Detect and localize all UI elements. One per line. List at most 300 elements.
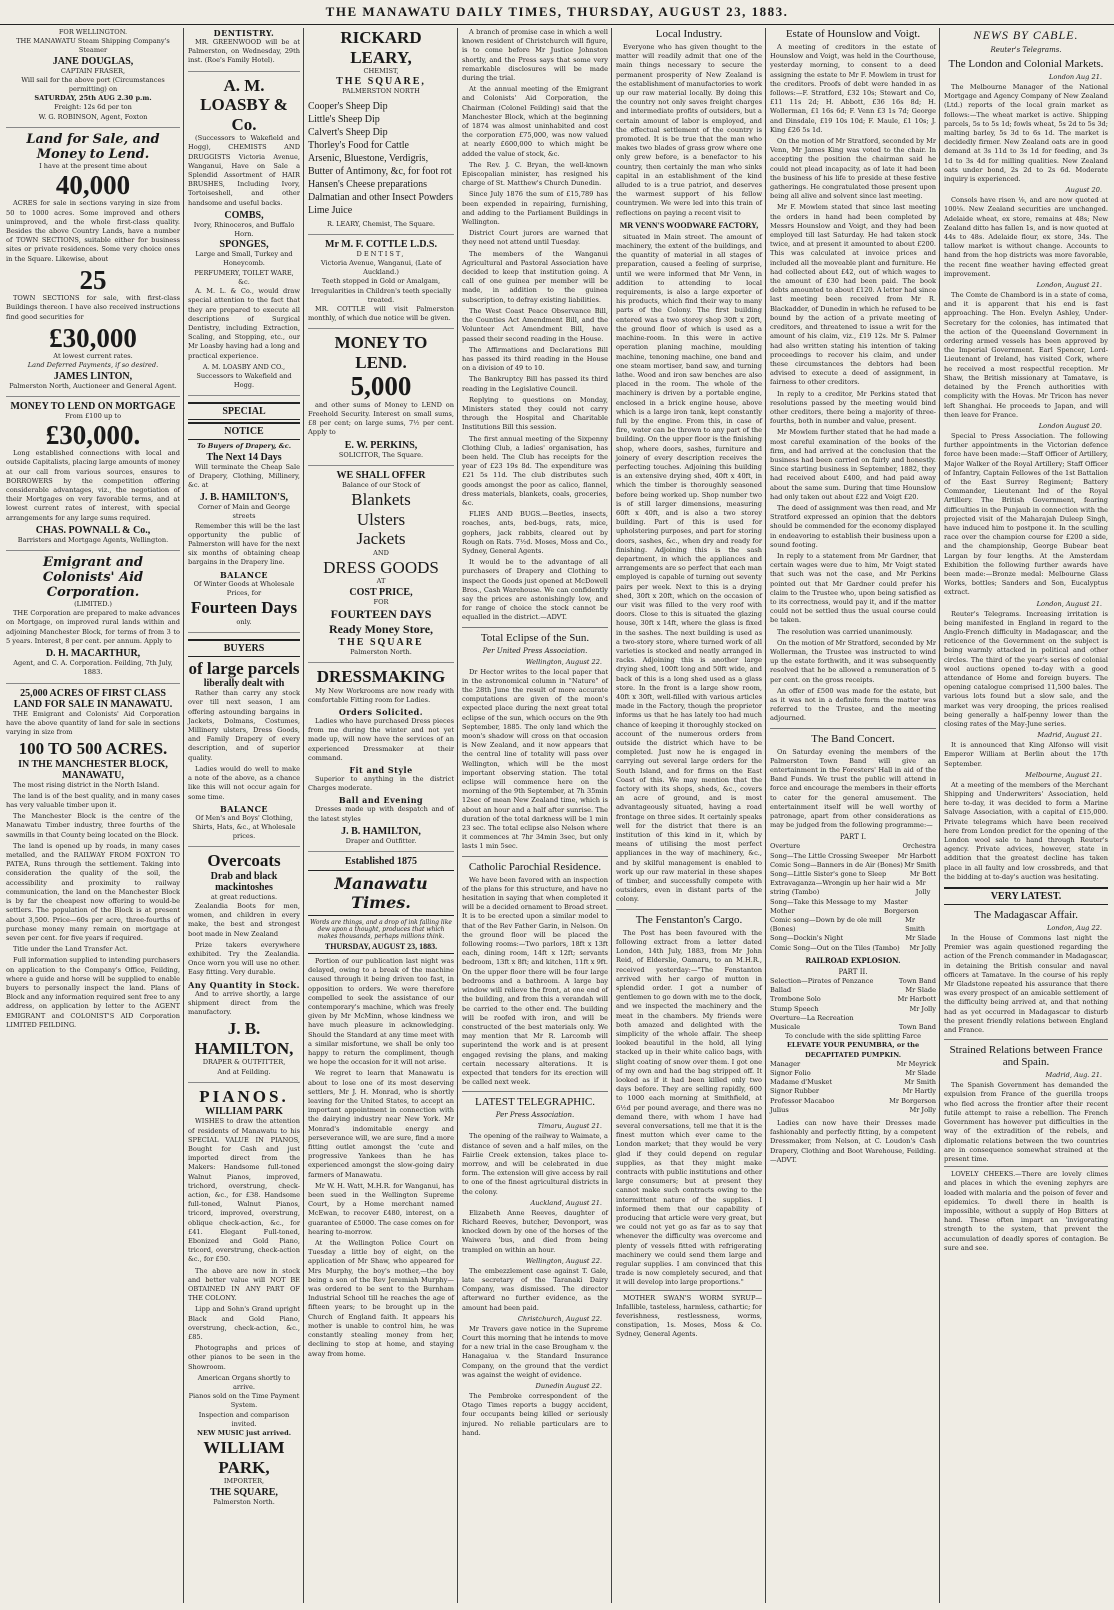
- column-7: [942, 28, 1110, 1603]
- stock-offer-advertisement: [308, 465, 454, 657]
- product-item: Calvert's Sheep Dip: [308, 126, 388, 138]
- programme-performer: Mr Bott: [909, 870, 936, 879]
- ad-line: FOR: [373, 597, 389, 606]
- programme-row: [770, 1005, 936, 1014]
- article-body: The Spanish Government has demanded the expulsion from France of the guerilla troops who fled across the frontier after their recent futile attempt to raise a rebellion. The French Government has however put difficulties in the way of the extradition of the rebels, and diplomatic relations between the two countries are in consequence somewhat strained at the present time.: [944, 1081, 1108, 1163]
- dentistry-advertisement: [188, 28, 300, 66]
- programme-row: [770, 842, 936, 851]
- column-2: [186, 28, 302, 1603]
- money-mortgage-advertisement: [6, 396, 180, 545]
- article-body: Dr Hector writes to the local paper that in the astronomical column in "Nature" of the 28th June the result of more accurate computations are given of the moon's expected place during the next great total eclipse of the sun, which occurs on the 9th September, 1885. The only land which the moon's shadow will cross on that occasion is New Zealand, and it now appears that the central line of totality will pass over Wellington, which will be the most important observing station. The total eclipse will commence here on the morning of the 9th September, at 7h 35min 12sec of mean New Zealand time, which is about an hour and a half after sunrise. The duration of the total darkness will be 1 min 23 sec. The total eclipse also Nelson where it commences at 7hr 34min 3sec, but only lasts 1 min 5sec.: [462, 667, 608, 851]
- programme-item: Song—The Little Crossing Sweeper: [770, 851, 889, 860]
- column-rule: [765, 28, 766, 1603]
- ad-line: American Organs shortly to arrive.: [197, 1373, 291, 1392]
- ad-headline: Fourteen Days: [190, 597, 298, 617]
- ad-line: Will sail for the above port (Circumstances permitting) on: [21, 75, 165, 94]
- ad-line: IMPORTER,: [223, 1477, 265, 1486]
- programme-performer: Mr Jolly: [915, 879, 931, 897]
- ad-paragraph: Title under the Land Transfer Act.: [13, 945, 128, 954]
- ad-body: Zealandia Boots for men, women, and children in every make, the best and strongest boot made in New Zealand: [188, 902, 300, 938]
- ad-body: MR. COTTLE will visit Palmerston monthly, of which due notice will be given.: [308, 304, 454, 323]
- product-item: Cooper's Sheep Dip: [308, 100, 388, 112]
- ad-paragraph: The land is of the best quality, and in many cases has very valuable timber upon it.: [6, 791, 180, 810]
- column-rule: [303, 28, 304, 1603]
- buyers-advertisement: [188, 632, 300, 842]
- money-to-lend-advertisement: [308, 328, 454, 459]
- news-paragraph: The Bankruptcy Bill has passed its third reading in the Legislative Council.: [462, 375, 608, 393]
- programme-performer: Mr Meyrick: [896, 1059, 936, 1068]
- ad-body: MR. GREENWOOD will be at Palmerston, on Wednesday, 29th inst. (Roe's Family Hotel).: [188, 38, 300, 65]
- ad-line: W. G. ROBINSON, Agent, Foxton: [38, 112, 148, 121]
- article-headline: LATEST TELEGRAPHIC.: [462, 1091, 608, 1108]
- column-rule: [183, 28, 184, 1603]
- ad-line: NEW MUSIC just arrived.: [196, 1429, 292, 1438]
- ad-headline: Overcoats: [207, 851, 281, 871]
- cable-dateline: Melbourne, August 21.: [1025, 770, 1102, 779]
- cable-body: Reuter's Telegrams. Increasing irritation is being manifested in England in regard to the Anglo-French difficulty in Madagascar, and the reticence of the Government on the subject is being warmly attacked in political and other circles. The third of the year's series of colonial wool auctions opened to-day with a good attendance of Home and foreign buyers. The opening catalogue comprised 11,500 bales. The various lots found but a slow sale, and the market was very drooping, the prices realised being generally a half-penny lower than the closing rates of the May-June series.: [944, 609, 1108, 728]
- ad-body: Superior to anything in the district Charges moderate.: [308, 774, 454, 793]
- programme-row: [770, 944, 936, 953]
- programme-part-1: [770, 842, 936, 952]
- product-item: Little's Sheep Dip: [308, 113, 380, 125]
- leary-chemist-advertisement: [308, 28, 454, 229]
- news-paragraph: The West Coast Peace Observance Bill, the Counties Act Amendment Bill, and the Volunteer Act Amendment Bill, have passed their second reading in the House.: [462, 306, 608, 343]
- offer-item: Blankets: [351, 489, 411, 509]
- ad-line: PERFUMERY, TOILET WARE, &c.: [194, 268, 294, 286]
- programme-performer: Mr Jolly: [909, 1105, 936, 1114]
- ad-line: Palmerston North.: [350, 647, 412, 656]
- article-headline: The London and Colonial Markets.: [948, 58, 1104, 70]
- advertisement-paragraph: Ladies can now have their Dresses made fashionably and perfectly fitting, by a competent Dressmaker, from Nelson, at C. Loudon's Cash Drapery, Clothing and Boot Warehouse, Feilding.—ADVT.: [770, 1118, 936, 1164]
- programme-note: To conclude with the side splitting Farce: [784, 1032, 922, 1041]
- advertisement-paragraph: MOTHER SWAN'S WORM SYRUP—Infallible, tasteless, harmless, cathartic; for feverishness, restlessness, worms, constipation, 1s. Moses, Moss & Co. Sydney, General Agents.: [616, 1290, 762, 1340]
- programme-item: Comic Song—Banners in de Air (Bones): [770, 860, 903, 869]
- offer-item: Jackets: [356, 529, 406, 549]
- overcoats-advertisement: [188, 846, 300, 1076]
- programme-item: Selection—Pirates of Penzance: [770, 976, 874, 985]
- telegram-body: The embezzlement case against T. Gale, late secretary of the Taranaki Dairy Company, was dismissed. The director afterward no further evidence, as the amount had been paid.: [462, 1266, 608, 1312]
- programme-item: Song—Take this Message to my Mother: [770, 897, 877, 915]
- news-paragraph: A branch of promise case in which a well known resident of Christchurch will figure, is to come before Mr Justice Johnston shortly, and the Press says that some very remarkable disclosures will be made during the trial.: [462, 28, 608, 83]
- cable-body: At a meeting of the members of the Merchant Shipping and Underwriters' Association, held here to-day, it was decided to form a Marine Salvage Association, with a capital of £15,000. Private telegrams which have been received here from London predict for the opening of the London wool sale to hand through Reuter's agency. Private advices, however, state in addition that the greatest decline has taken place in all faulty and low crossbreds, and that the bidding at to-day's auction was hesitating.: [944, 780, 1108, 881]
- cable-body: Consols have risen ⅛, and are now quoted at 100⅛. New Zealand securities are unchanged. Adelaide wheat, ex store, remains at 48s; New Zealand ditto has fallen 1s, and is now quoted at 44s to 48s. Adelaide flour, ex store, 34s. The tallow market is without change. Accounts to hand from the hop districts was more favorable, the recent fine weather having effected great improvement.: [944, 196, 1108, 278]
- ad-paragraph: Full information supplied to intending purchasers on application to the Company's Office, Feilding, where a guide and horse will be supplied to enable buyers to personally inspect the land. Plans of Block and any information required sent free to any address, on application by letter to the AGENT EMIGRANT and COLONIST'S AID Corporation LIMITED FEILDING.: [6, 956, 180, 1029]
- ad-title: NOTICE: [188, 422, 300, 440]
- article-dateline: Wellington, August 22.: [525, 657, 602, 666]
- ad-line: Corner of Main and George streets: [197, 503, 291, 521]
- programme-row: [770, 986, 936, 995]
- ad-title: BUYERS: [188, 639, 300, 657]
- pianos-advertisement: [188, 1082, 300, 1507]
- ad-subhead: THE SQUARE,: [336, 76, 426, 88]
- established-line: Established 1875: [345, 855, 417, 867]
- farce-title: ELEVATE YOUR PENUMBRA, or the DECAPITATED PUMPKIN.: [786, 1041, 920, 1059]
- ad-body: Will terminate the Cheap Sale of Drapery, Clothing, Millinery, &c. at: [188, 462, 300, 489]
- ad-subhead: COST PRICE,: [349, 586, 413, 598]
- programme-row: [770, 870, 936, 879]
- ad-line: And at Feilding.: [217, 1067, 271, 1076]
- ad-subhead: Any Quantity in Stock.: [188, 979, 300, 990]
- programme-item: Manager: [770, 1059, 801, 1068]
- section-title: VERY LATEST.: [944, 887, 1108, 905]
- advertiser-name: J. B. HAMILTON'S,: [199, 492, 289, 504]
- news-paragraph: Replying to questions on Monday, Ministers stated they could not carry through the Hospital and Charitable Institutions Bill this session.: [462, 395, 608, 432]
- ad-line: Of Winter Goods at Wholesale Prices, for: [193, 579, 295, 597]
- article-subhead: MR VENN'S WOODWARE FACTORY,: [619, 220, 759, 230]
- cable-body: The Comte de Chambord is in a state of coma, and it is apparent that his end is fast approaching. The Hon. Evelyn Ashley, Under-Secretary for the colonies, has intimated that the action of the Queensland Government in ordering armed vessels has been approved by the Imperial Government. Earl Spencer, Lord-Lieutenant of Ireland, has visited Cork, where he received a most respectful reception. Mr Shaw, the British missionary at Tamatave, is detained by the French authorities with complicity with the Hovas. Mr Tricon has never left Shanghai. He proceeds to Japan, and will then leave for France.: [944, 291, 1108, 419]
- programme-performer: Town Band: [898, 976, 936, 985]
- ad-line: Of Men's and Boys' Clothing, Shirts, Hats, &c., at Wholesale prices.: [192, 813, 296, 841]
- programme-performer: Mr Smith: [904, 860, 936, 869]
- product-item: Thorley's Food for Cattle: [308, 139, 409, 151]
- programme-performer: Mr Smith: [904, 1078, 936, 1087]
- ad-line: CAPTAIN FRASER,: [60, 66, 126, 75]
- programme-item: Julius: [770, 1105, 789, 1114]
- programme-item: Comic Song—Out on the Tiles (Tambo): [770, 943, 900, 952]
- ad-body: (Successors to Wakefield and Hogg), CHEMISTS AND DRUGGISTS Victoria Avenue, Wanganui, Have on Sale a Splendid Assortment of HAIR BRUSHES, Including Ivory, Tortoiseshell, and other handsome and useful backs.: [188, 134, 300, 207]
- programme-performer: Mr Slade: [905, 934, 936, 943]
- cast-row: [770, 1078, 936, 1087]
- ad-body: Dresses made up with despatch and of the latest styles: [308, 805, 454, 823]
- ad-body: Ladies would do well to make a note of the above, as a chance like this will not occur again for some time.: [188, 764, 300, 801]
- news-paragraph: It would be to the advantage of all purchasers of Drapery and Clothing to inspect the Goods just opened at McDowell Bros., Cash Warehouse. We can confidently say the prices are astonishingly low, and for range of choice the stock cannot be equalled in the district.—ADVT.: [462, 558, 608, 622]
- programme-performer: Mr Jolly: [909, 1004, 936, 1013]
- article-body: In reply to a creditor, Mr Perkins stated that resolutions passed by the meeting would bind other creditors, there being a majority of three-fourths, both in number and value, present.: [770, 389, 936, 426]
- programme-performer: Orchestra: [902, 842, 936, 851]
- advertiser-name: WILLIAM PARK: [205, 1106, 283, 1118]
- cast-row: [770, 1097, 936, 1106]
- editorial-paragraph: We regret to learn that Manawatu is about to lose one of its most deserving settlers, Mr J. H. Monrad, who is shortly leaving for the United States, to accept an important appointment in connection with the dairying industry near New York. Mr Monrad's indomitable energy and perseverance will, we are sure, find a more fitting outlet amongst the 'cute and progressive Yankees than he has experienced amongst the slow-going dairy farmers of Manawatu.: [308, 1069, 454, 1179]
- article-headline: The Fenstanton's Cargo.: [616, 909, 762, 926]
- advertiser-name: E. W. PERKINS,: [344, 439, 418, 451]
- cable-body: Special to Press Association. The following further appointments in the Victorian defence force have been made:—Staff Officer of Artillery, Major Walker of the Royal Artillery; Staff Officer of Infantry, Captain Fellowes of the 1st Battalion of the East Surrey Regiment; Battery Commander, Lieutenant Ind of the Royal Artillery. The British Government, fearing difficulties in the Punjaub in connection with the projected visit of the Maharajah Duleep Singh, have induced him to postpone it. In the sculling race over the champion course for £200 a side, and the championship, George Bubear beat Largan by four lengths. At the Amsterdam Exhibition the following further awards have been made:—Bronze medal: Melbourne Glass Works, bottles; Sanders and Son, Eucalyptus extract.: [944, 431, 1108, 597]
- product-item: Hansen's Cheese preparations: [308, 178, 427, 190]
- ad-line: Balance of our Stock of: [341, 480, 421, 489]
- programme-part-2: [770, 977, 936, 1032]
- ad-subhead: Ball and Evening: [338, 795, 424, 806]
- programme-performer: Mr Smith: [905, 916, 925, 934]
- sections-figure: 25: [79, 264, 107, 295]
- ad-paragraph: The most rising district in the North Island.: [13, 780, 160, 789]
- ad-subhead: THE SQUARE: [338, 636, 424, 648]
- ad-body: WISHES to draw the attention of residents of Manawatu to his SPECIAL VALUE IN PIANOS, Bought for Cash and just imported direct from the Makers: Handsome full-toned Walnut Pianos, improved, trichord, overstrung, check-action, &c., for £38. Handsome full-toned, Walnut Pianos, tricord, improved, overstrung, oblique check-action, &c., for £41. Elegant Full-toned, Ebonized and Gold Piano, tricord, overstrung, check-action &c., for £50.: [188, 1117, 300, 1264]
- column-4: [460, 28, 610, 1603]
- ad-line: Large and Small, Turkey and Honeycomb.: [195, 250, 293, 268]
- ad-subhead: SPONGES,: [219, 239, 269, 251]
- column-rule: [611, 28, 612, 1603]
- article-headline: The Band Concert.: [770, 728, 936, 745]
- ad-line: SOLICITOR, The Square.: [338, 450, 424, 459]
- article-body: Everyone who has given thought to the matter will readily admit that one of the main things necessary to secure the permanent prosperity of New Zealand is the establishment of manufactories to work up our raw material locally. By doing this the country not only saves freight charges and intermediate profits of outsiders, but a certain amount of labor is employed, and the effectual settlement of the country is promoted. It is be true that the man who makes two blades of grass grow where one only grew before, is a benefactor to his country, then certainly the man who sinks capital in an establishment of the kind alluded to is a true patriot, and deserves the warmest support of his fellow countrymen. We were led into this train of reflections on paying a recent visit to: [616, 43, 762, 217]
- telegram-dateline: Wellington, August 22.: [525, 1256, 602, 1265]
- ad-line: Freight: 12s 6d per ton: [54, 103, 132, 112]
- issue-date: THURSDAY, AUGUST 23, 1883.: [308, 942, 454, 954]
- programme-item: Extravaganza—Wrongin up her hair wid a string (Tambo): [770, 879, 911, 897]
- acre-range: 100 TO 500 ACRES.: [18, 739, 168, 759]
- ad-subhead: Orders Solicited.: [338, 706, 424, 717]
- ad-line: PALMERSTON NORTH: [342, 87, 420, 96]
- programme-item: Comic song—Down by de ole mill (Bones): [770, 916, 882, 934]
- ad-line: From £100 up to: [64, 411, 122, 420]
- ad-paragraph: The land is opened up by roads, in many cases metalled, and the RAILWAY FROM FOXTON TO PATEA, Runs through the settlement. Taking into consideration the quality of the soil, the accessibility and proximity to railway communication, the land on the Manchester Block is by far the cheapest now offering to would-be settlers. The population of the Block is at present about 3,500. Price—60s per acre, three-fourths of purchase money many remain on mortgage at seven per cent. for five years if required.: [6, 841, 180, 942]
- store-name: Ready Money Store,: [328, 621, 434, 636]
- article-body: We have been favored with an inspection of the plans for this structure, and have no hesitation in saying that when completed it will be a decided ornament to Broad street. It is to be erected upon a similar model to that of the Rev Father Garin, in Nelson. On the ground floor will be placed the following rooms:—Two parlors, 18ft x 13ft each, dining room, 14ft x 12ft; servants bedroom, 13ft x 8ft; and kitchen, 11ft x 9ft. On the upper floor there will be four large bedrooms and a bathroom. A large bay window will relieve the front, at one end of the building, and from this a verandah will be carried to the other end. The building will be roofed with iron, and will be constructed of the best materials only. We may mention that Mr R. Larcomb will superintend the work and is at present engaged revising the plans, and making certain necessary alterations. It is expected that tenders for its erection will be called next week.: [462, 875, 608, 1087]
- cast-row: [770, 1106, 936, 1115]
- advertiser-name: WILLIAM PARK,: [203, 1438, 285, 1477]
- telegram-body: The opening of the railway to Waimate, a distance of seven and a half miles, on the Fairlie Creek extension, takes place to-morrow, and will be celebrated in due form. The extension will give access by rail to one of the finest agricultural districts in the colony.: [462, 1132, 608, 1196]
- article-body: The Post has been favoured with the following extract from a letter dated London, 14th July, 1883, from Mr John Reid, of Elderslie, Oamaru, to an M.H.R., received yesterday:—"The Fenstanton arrived with her cargo of mutton in splendid order. I got a number of gentlemen to go down with me to the dock, and we inspected the machinery and the meat in the chambers. My friends were both amazed and delighted with the simplicity of the whole affair. The sheep looked beautiful in the hold, all lying stacked up in their white calico bags, with slight coating of snow over them. I got one of my own and had the bag stripped off. It looked as if it had been killed only two days before. They are selling rapidly, 600 to 1000 each morning at Smithfield, at 6½d per pound average, and there was no demand there, with whom I have had several conversations, tell me that it is the finest mutton which ever came to the London market; that they would be very glad if they could depend on regular supplies, as that they might make contracts with public institutions and other large consumers; but at present they cannot make such contracts owing to the intermittent nature of the supplies. I informed them that our capability of producing that article were very great, but we could not yet go as far as to say that whenever the difficulty was overcome and plenty of vessels fitted with refrigerating machinery we could send them large and regular supplies. I am convinced that this trade is now completely secured, and that it will develop into large proportions.": [616, 928, 762, 1287]
- ad-line: Palmerston North, Auctioneer and General Agent.: [9, 381, 177, 390]
- ad-line: Palmerston North.: [213, 1497, 275, 1506]
- programme-item: Stump Speech: [770, 1004, 819, 1013]
- ad-body: Lipp and Sohn's Grand upright Black and Gold Piano, overstrung, check-action, &c., £85.: [188, 1305, 300, 1342]
- ad-body: Prize takers everywhere exhibited. Try the Zealandia. Once worn you will use no other. Easy fitting. Very durable.: [188, 940, 300, 977]
- shipping-advertisement: [6, 28, 180, 122]
- section-title: NEWS BY CABLE.: [973, 28, 1079, 42]
- article-headline: Local Industry.: [655, 28, 723, 40]
- article-body: The deed of assignment was then read, and Mr Stratford expressed an opinion that the debtors should be commended for the economy displayed in endeavoring to establish their business upon a sound footing.: [770, 503, 936, 549]
- article-body: In the House of Commons last night the Premier was again questioned regarding the action of the French commander in Madagascar, in detaining the British consular and naval officers at Tamatave. In the course of his reply Mr Gladstone repeated his assurance that there was every prospect of an amicable settlement of the difficulty being arrived at, and that nothing had as yet occurred in Madagascar to disturb the present friendly relations between England and France.: [944, 934, 1108, 1035]
- ad-line: Pianos sold on the Time Payment System.: [188, 1392, 300, 1410]
- news-paragraph: The first annual meeting of the Sixpenny Clothing Club, a ladies' organisation, has been held. The Club has receipts for the year of £23 19s 8d. The expenditure was £21 5s 11d. The club distributes such goods amongst the poor as calico, flannel, dress materials, blankets, coals, groceries, &c.: [462, 434, 608, 507]
- cable-items: [944, 73, 1108, 882]
- article-body: An offer of £500 was made for the estate, but as it was not in a definite form the matter was referred to the Trustee, and the meeting adjourned.: [770, 686, 936, 723]
- sailing-date: SATURDAY, 25th AUG 2.30 p.m.: [34, 94, 152, 103]
- telegram-body: Elizabeth Anne Reeves, daughter of Richard Reeves, butcher, Devonport, was knocked down by one of the horses of the Waiwera 'bus, and died from being trampled on within an hour.: [462, 1208, 608, 1254]
- news-paragraph: At the annual meeting of the Emigrant and Colonists' Aid Corporation, the Chairman (Colonel Feilding) said that the Manchester Block, which at the beginning of 1874 was almost uninhabited and cost the corporation £75,000, was now valued at nearly £600,000 to which might be added the value of stock, &c.: [462, 85, 608, 158]
- ad-line: Agent, and C. A. Corporation. Feilding, 7th July, 1883.: [13, 659, 173, 677]
- news-paragraph: FLIES AND BUGS.—Beetles, insects, roaches, ants, bed-bugs, rats, mice, gophers, jack rabbits, cleared out by Rough on Rats. 7½d. Moses, Moss and Co., Sydney, General Agents.: [462, 510, 608, 555]
- ad-subhead: Fit and Style: [349, 764, 413, 775]
- programme-performer: Mr Hartly: [902, 1087, 936, 1096]
- article-body: The resolution was carried unanimously.: [777, 627, 913, 636]
- ad-line: Victoria Avenue, Wanganui, (Late of Auckland.): [320, 258, 442, 277]
- telegram-dateline: Auckland, August 21.: [530, 1198, 602, 1207]
- cable-body: It is announced that King Alfonso will visit Emperor William at Berlin about the 17th September.: [944, 741, 1108, 768]
- cast-row: [770, 1087, 936, 1096]
- ad-body: Ladies who have purchased Dress pieces from me during the winter and not yet made up, will now have the services of an experienced Dressmaker at their command.: [308, 716, 454, 762]
- programme-item: Signor Rubber: [770, 1087, 820, 1096]
- ad-subhead: THE SQUARE,: [210, 1486, 278, 1498]
- ad-subhead: COMBS,: [224, 209, 264, 221]
- programme-item: Trombone Solo: [770, 995, 821, 1004]
- column-1: [4, 28, 182, 1603]
- ad-body: ACRES for sale in sections varying in size from 50 to 1000 acres. Some improved and others unimproved, and the whole first-class quality. Besides the above Country Lands, have a number of TOWN SECTIONS, suitable either for business sites or private residences. Some very choice ones in the Square. Likewise, about: [6, 199, 180, 263]
- programme-row: [770, 852, 936, 861]
- concert-programme: [770, 833, 936, 1114]
- ad-body: THE Corporation are prepared to make advances on Mortgage, on improved rural lands within and adjoining Manchester Block, for terms of from 3 to 5 years. Interest, 8 per cent. per annum. Apply to: [6, 609, 180, 645]
- product-item: Lime Juice: [308, 204, 353, 216]
- programme-row: [770, 861, 936, 870]
- paper-motto: Words are things, and a drop of ink falling like dew upon a thought, produces that which makes thousands, perhaps millions think.: [310, 918, 452, 940]
- advertiser-name: RICKARD LEARY,: [340, 28, 422, 67]
- programme-item: Professor Macaboo: [770, 1096, 835, 1105]
- ad-body: TOWN SECTIONS for sale, with first-class Buildings thereon. I have also received instructions find good securities for: [6, 294, 180, 321]
- ad-title: Land for Sale, and Money to Lend.: [26, 131, 160, 162]
- ad-line: only.: [236, 617, 252, 626]
- article-body: On Saturday evening the members of the Palmerston Town Band will give an entertainment in the Foresters' Hall in aid of the Band Funds. We trust the public will attend in force and encourage the members in their efforts to cater for the general amusement. The entertainment itself will be well worthy of patronage, apart from other considerations as may be judged from the following programme:—: [770, 747, 936, 830]
- cable-dateline: London, August 21.: [1036, 599, 1102, 608]
- article-body: On the motion of Mr Stratford, seconded by Mr Wollerman, the Trustee was instructed to wind up the estate forthwith, and it was subsequently resolved that he be allowed a remuneration of 5 per cent. on the gross receipts.: [770, 638, 936, 684]
- ship-name: JANE DOUGLAS,: [52, 55, 134, 67]
- cable-body: The Melbourne Manager of the National Mortgage and Agency Company of New Zealand (Ltd.) reports of the local grain market as follows:—The wheat market is active. Shipping parcels, 5s to 5s 1d; fowls wheat, 5s 2d to 5s 3d; malting barley, 5s 3d to 6s 1d. The market is decidedly firmer. New Zealand oats are in good demand at 3s 11d to 3s 1d for feeding, and 3s 1d to 3s 4d for milling qualities. New Zealand oats under bond, 2s 2d to 2s 6d. Moderate inquiry is experienced.: [944, 83, 1108, 184]
- block-name: IN THE MANCHESTER BLOCK, MANAWATU,: [18, 758, 168, 781]
- article-headline: Total Eclipse of the Sun.: [462, 627, 608, 644]
- programme-item: Ballad: [770, 986, 792, 995]
- farce-cast: [770, 1060, 936, 1115]
- editorial-paragraph: Portion of our publication last night was delayed, owing to a break of the machine caused through it being driven too fast, in opposition to orders. We were therefore compelled to seek the assistance of our contemporary's machine, which was freely given by Mr McMinn, whose kindness we have much pleasure in acknowledging. Should the Standard at any time meet with a similar misfortune, we shall be only too happy to return the compliment, though we hope the occasion for it will not arise.: [308, 956, 454, 1067]
- ad-body: And to arrive shortly, a large shipment direct from the manufactory.: [188, 989, 300, 1017]
- ad-body: My New Workrooms are now ready with comfortable Fitting room for Ladies.: [308, 686, 454, 704]
- emigrant-corporation-advertisement: [6, 550, 180, 677]
- ad-line: At lowest current rates.: [53, 352, 133, 361]
- ad-body: The above are now in stock and better value will NOT BE OBTAINED IN ANY PART OF THE COLONY.: [188, 1266, 300, 1303]
- ad-line: DENTIST,: [356, 249, 406, 258]
- programme-item: Signor Folio: [770, 1068, 811, 1077]
- telegram-dateline: Timaru, August 21.: [537, 1122, 602, 1131]
- ad-line: THE MANAWATU Steam Shipping Company's Steamer: [16, 37, 170, 55]
- cottle-dentist-advertisement: [308, 234, 454, 324]
- news-paragraph: The Rev. J. C. Bryan, the well-known Episcopalian minister, has resigned his charge of St. Matthew's Church Dunedin.: [462, 160, 608, 188]
- amount-figure: 5,000: [350, 371, 412, 402]
- ad-paragraph: The Manchester Block is the centre of the Manawatu Timber industry, three fourths of the sawmills in that County being located on the Block.: [6, 812, 180, 839]
- programme-row: [770, 898, 936, 916]
- news-paragraph: The members of the Wanganui Agricultural and Pastoral Association have decided to keep that institution going. A call of one guinea per member will be made, in addition to the guinea subscription, to defray existing liabilities.: [462, 249, 608, 304]
- telegram-dateline: Dunedin August 22.: [535, 1382, 602, 1390]
- news-paragraph: District Court jurors are warned that they need not attend until Tuesday.: [462, 229, 608, 247]
- ad-body: Photographs and prices of other pianos to be seen in the Showroom.: [188, 1344, 300, 1371]
- article-body: Mr Mowlem further stated that he had made a most careful examination of the books of the firm, and had arrived at the conclusion that the business had been carried on fairly and honestly. Since starting business in September, 1882, they had received about £400, and had paid away about the same sum. During that time Hounslow had only taken out about £22 and Voigt £20.: [770, 428, 936, 501]
- news-paragraph: The Affirmations and Declarations Bill has passed its third reading in the House on a division of 49 to 10.: [462, 345, 608, 373]
- cable-dateline: August 20.: [1065, 186, 1102, 195]
- article-headline: Estate of Hounslow and Voigt.: [785, 28, 921, 40]
- cable-dateline: Madrid, August 21.: [1037, 731, 1102, 740]
- ad-line: Barristers and Mortgage Agents, Wellington.: [17, 535, 169, 544]
- editorial-paragraph: Mr W. H. Watt, M.H.R. for Wanganui, has been sued in the Wellington Supreme Court, by a Home merchant named McEwan, to recover £480, interest, on a guarantee of £5000. The case comes on for hearing to-morrow.: [308, 1181, 454, 1236]
- ad-line: Irregularities in Children's teeth specially treated.: [310, 286, 452, 304]
- programme-item: Song—Dockin's Night: [770, 934, 844, 943]
- ad-title: 25,000 ACRES OF FIRST CLASS LAND FOR SALE IN MANAWATU.: [13, 687, 173, 710]
- paper-title: Manawatu Times.: [308, 870, 454, 916]
- hamilton-notice-advertisement: [188, 395, 300, 626]
- ad-body: Remember this will be the last opportunity the public of Palmerston will have for the next six months of obtaining cheap bargains in the Drapery line.: [188, 521, 300, 567]
- programme-performer: Mr Harbott: [897, 851, 936, 860]
- programme-item: Overture: [770, 842, 801, 851]
- ad-line: AT: [376, 577, 386, 586]
- article-credit: Reuter's Telegrams.: [990, 46, 1062, 54]
- offer-item: DRESS GOODS: [323, 557, 439, 577]
- ad-subhead: FOURTEEN DAYS: [330, 606, 432, 621]
- ad-subhead: BALANCE: [219, 803, 269, 814]
- programme-row: [770, 1014, 936, 1023]
- programme-row: [770, 916, 936, 934]
- ad-headline: of large parcels: [188, 658, 300, 678]
- cable-dateline: London, August 21.: [1036, 281, 1102, 290]
- article-headline: The Madagascar Affair.: [974, 909, 1078, 922]
- ad-line: at great reductions.: [210, 892, 278, 901]
- ad-line: (LIMITED.): [74, 600, 112, 609]
- product-item: Arsenic, Bluestone, Verdigris, Butter of Antimony, &c, for foot rot: [308, 152, 452, 177]
- article-headline: Catholic Parochial Residence.: [462, 856, 608, 873]
- article-dateline: London, Aug 22.: [1046, 924, 1102, 933]
- ad-title: Emigrant and Colonists' Aid Corporation.: [42, 555, 144, 601]
- ad-title: WE SHALL OFFER: [336, 469, 426, 481]
- programme-interlude: RAILROAD EXPLOSION.: [805, 955, 901, 965]
- loasby-advertisement: [188, 71, 300, 391]
- ad-line: Teeth stopped in Gold or Amalgam,: [321, 277, 441, 286]
- article-credit: Per Press Association.: [495, 1111, 575, 1120]
- programme-row: [770, 934, 936, 943]
- ad-line: To Buyers of Drapery, &c.: [196, 442, 292, 451]
- telegram-dateline: Christchurch, August 22.: [517, 1314, 602, 1323]
- ad-line: I have at the present time about: [39, 161, 147, 170]
- column-6: [768, 28, 938, 1603]
- ad-line: Inspection and comparison invited.: [198, 1410, 290, 1428]
- ad-body: THE Emigrant and Colonists' Aid Corporation have the above quantity of land for sale in sections varying in size from: [6, 709, 180, 736]
- ad-line: DRAPER & OUTFITTER,: [202, 1058, 286, 1067]
- advertiser-name: J. B. HAMILTON,: [341, 825, 421, 837]
- cable-dateline: London Aug 21.: [1049, 73, 1102, 81]
- ad-subhead: Drab and black mackintoshes: [210, 870, 278, 893]
- ad-title: SPECIAL: [188, 402, 300, 420]
- ad-headline: MONEY TO LEND.: [334, 333, 428, 372]
- article-body: situated in Main street. The amount of machinery, the extent of the buildings, and the quantity of material in all stages of preparation, caused a feeling of surprise, until we were informed that Mr Venn, in addition to attending to local requirements, is also a large exporter of his products, which find their way to many parts of the Colony. The first building entered was a two storey shop 30ft x 20ft, the ground floor of which is used as a machine-room. In this were in active operation planing machine, moulding machine, tenoning machine, one band and one steam mortiser, band saw, and turning lathe. Wood and iron saw benches are also placed in the room. The whole of the machinery is driven by a portable engine, enclosed in a brick engine house, above which is a large iron tank, kept constantly full by the engine. From this, in case of fire, water can be thrown to any part of the building. On the upper floor is the finishing shop, where doors, sashes, furniture and joinery of every description receives the perfecting touches. Adjoining this building is an extensive drying shed, 40ft x 40ft, in which the timber is thoroughly seasoned before being worked up. Shop number two is of still larger dimensions, measuring 60ft x 40ft, and is also a two storey building. Part of this is used for upholstering purposes, and part for storing doors, sashes, &c., when dry and ready for finishing. Adjoining this is the sash department, in which the appliances and arrangements are so perfect that each man employed is capable of turning out seventy pairs per week. Next to this is a drying shed, 30ft x 20ft, which on the occasion of our visit was filled to the very roof with doors. Close to this is situated the glazing house, 30ft x 14ft, where the glass is fixed in the sashes. The next building is used as a two-story store, where turned work of all varieties is stocked and neatly arranged in racks. Adjoining this is another large drying shed, 100ft long and 50ft wide, and back of this is a long shed used as a glass store. In the front is a large show room, 40ft x 30ft, well-filled with various articles made in the Factory, though the proprietor informs us that he has lately too had much chance of keeping it thoroughly stocked on account of the numerous orders from outside the district which have to be completed. Just now he is engaged in carrying out several large orders for the South Island, and for firms on the East Coast of this. We may mention that the factory with its shops, sheds, &c., covers an acre of ground, and is most advantageously situated, having a road frontage on three sides. It certainly speaks well for the district that there is an institution of this kind in it, which by means of utilising the most perfect appliances in the way of machinery, &c., and by skilful management is enabled to work up our raw material in these shapes of timber, and successfully compete with outsiders, even in distant parts of the colony.: [616, 232, 762, 904]
- ad-body: A. M. L. & Co., would draw special attention to the fact that they are prepared to execute all descriptions of Surgical Dentistry, including Extraction, Scaling, and Stopping, etc., our Mr Loasby having had a long and practical experience.: [188, 287, 300, 360]
- programme-item: Madame d'Musket: [770, 1078, 833, 1087]
- ad-title: MONEY TO LEND ON MORTGAGE: [10, 400, 176, 412]
- ad-subhead: The Next 14 Days: [206, 451, 282, 463]
- programme-performer: Mr Slade: [905, 1068, 936, 1077]
- land-sale-advertisement: [6, 127, 180, 391]
- editorial-section: [308, 851, 454, 1359]
- article-headline: Strained Relations between France and Spain.: [944, 1039, 1108, 1068]
- news-paragraph: Since July 1876 the sum of £15,789 has been expended in repairing, furnishing, and adding to the Parliament Buildings in Wellington.: [462, 190, 608, 227]
- ad-line: FOR WELLINGTON.: [58, 28, 128, 36]
- ad-line: R. LEARY, Chemist, The Square.: [326, 219, 436, 228]
- telegram-body: The Pembroke correspondent of the Otago Times reports a buggy accident, four occupants being killed or seriously injured. No reliable particulars are to hand.: [462, 1392, 608, 1437]
- page-masthead: THE MANAWATU DAILY TIMES, THURSDAY, AUGUST 23, 1883.: [0, 0, 1114, 25]
- ad-body: and other sums of Money to LEND on Freehold Security. Interest on small sums, £8 per cent; on large sums, 7½ per cent. Apply to: [308, 400, 454, 437]
- article-dateline: Madrid, Aug. 21.: [1045, 1071, 1102, 1080]
- programme-row: [770, 1023, 936, 1032]
- ad-body: Long established connections with local and outside Capitalists, placing large amounts of money at our call from various sources, ensures to BORROWERS by the competition offering considerable advantages, viz., the negotiation of their Mortgages on very favorable terms, and at lowest current rates of interest, with special arrangements for any large sums required.: [6, 449, 180, 522]
- programme-item: Overture—La Recreation: [770, 1013, 854, 1022]
- ad-subhead: liberally dealt with: [203, 678, 285, 690]
- cast-row: [770, 1060, 936, 1069]
- programme-item: Song—Little Sister's gone to Sleep: [770, 870, 887, 879]
- column-rule: [457, 28, 458, 1603]
- ad-subhead: BALANCE: [219, 569, 269, 580]
- programme-item: Musicale: [770, 1022, 801, 1031]
- product-item: Dalmatian and other Insect Powders: [308, 191, 453, 203]
- news-items: [462, 28, 608, 623]
- article-body: A meeting of creditors in the estate of Hounslow and Voigt, was held in the Courthouse, yesterday morning, to consent to a deed assigning the estate to Mr F. Mowlem in trust for the creditors. Proofs of debt were handed in as follows:—F. Stratford, £32 10s; Stewart and Co, £11 11s 2d; H. Abbott, £36 16s 8d; H. Wollerman, £1 16s 6d; F. Venn £3 1s 7d; George and Dinsdale, £19 10s 10d; F. Maule, £1 10s; J. King £26 5s 1d.: [770, 43, 936, 134]
- ad-line: AND: [373, 548, 389, 557]
- article-body: In reply to a statement from Mr Gardner, that certain wages were due to him, Mr Voigt stated that such was not the case, and Mr Perkins pointed out that Mr Gardner could prefer his claim to the Trustee who, upon being satisfied as to its correctness, would pay it, and if the matter could not be settled thus the usual course could be taken.: [770, 551, 936, 625]
- programme-performer: Master Borgerson: [883, 897, 919, 915]
- programme-performer: Mr Slade: [905, 986, 936, 995]
- advertiser-name: CHAS. POWNALL & Co.,: [35, 524, 151, 536]
- offer-item: Ulsters: [356, 509, 406, 529]
- programme-part-title: PART II.: [838, 967, 868, 976]
- programme-row: [770, 995, 936, 1004]
- amount-figure: £30,000.: [45, 419, 141, 450]
- ad-headline: PIANOS.: [199, 1086, 289, 1106]
- amount-figure: £30,000: [49, 322, 137, 353]
- programme-performer: Town Band: [898, 1022, 936, 1031]
- cast-row: [770, 1069, 936, 1078]
- ad-line: CHEMIST,: [363, 67, 399, 76]
